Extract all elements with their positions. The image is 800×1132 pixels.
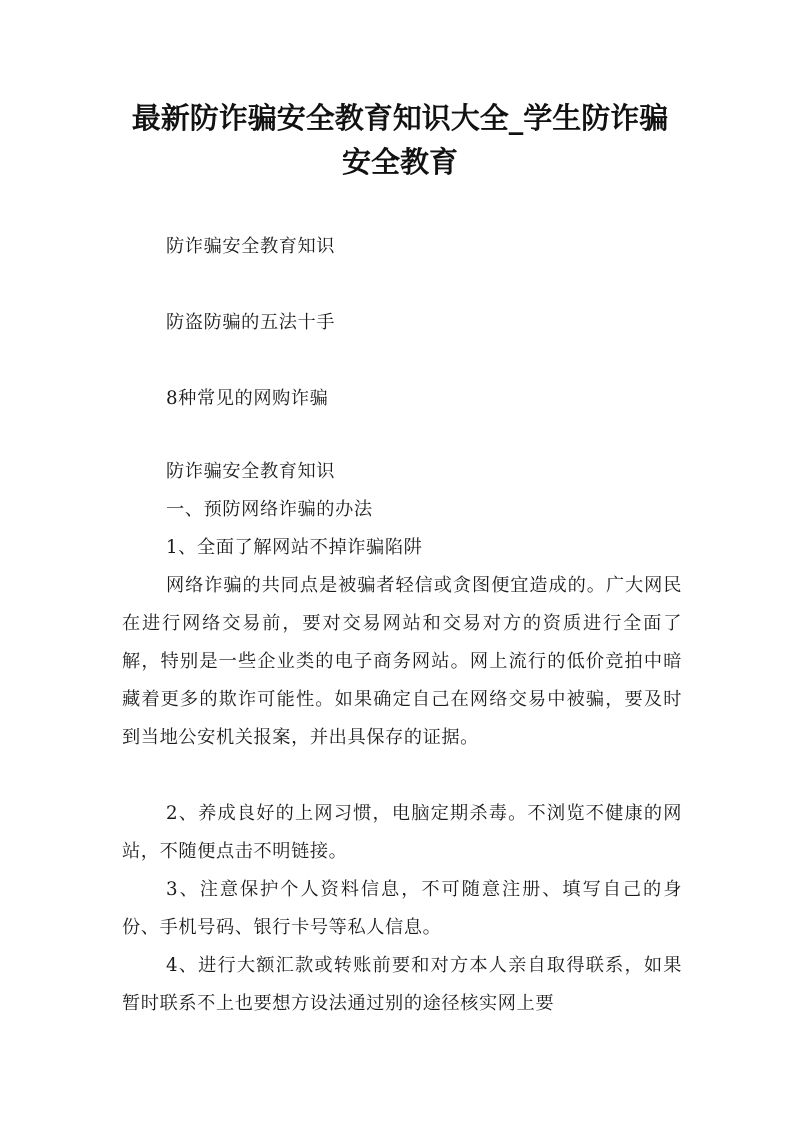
paragraph-1: 网络诈骗的共同点是被骗者轻信或贪图便宜造成的。广大网民在进行网络交易前，要对交易网站和交易对方的资质进行全面了解，特别是一些企业类的电子商务网站。网上流行的低价竞拍中暗藏着更多的欺诈可能性。如果确定自己在网络交易中被骗，要及时到当地公安机关报案，并出具保存的证据。 [122, 575, 682, 748]
title-line-1: 最新防诈骗安全教育知识大全_学生防诈骗 [131, 101, 669, 135]
paragraph-3: 3、注意保护个人资料信息，不可随意注册、填写自己的身份、手机号码、银行卡号等私人信息。 [122, 879, 682, 938]
paragraph-2: 2、养成良好的上网习惯，电脑定期杀毒。不浏览不健康的网站，不随便点击不明链接。 [122, 803, 682, 862]
section-heading: 防诈骗安全教育知识 [166, 461, 336, 482]
item-1-heading: 1、全面了解网站不掉诈骗陷阱 [166, 537, 423, 558]
toc-item-3: 8种常见的网购诈骗 [166, 388, 329, 409]
paragraph-4: 4、进行大额汇款或转账前要和对方本人亲自取得联系，如果暂时联系不上也要想方设法通过别的途径核实网上要 [122, 955, 682, 1014]
document-title [100, 96, 700, 184]
subheading: 一、预防网络诈骗的办法 [166, 499, 373, 520]
title-line-2: 安全教育 [341, 145, 458, 179]
toc-item-2: 防盗防骗的五法十手 [166, 312, 336, 333]
toc-item-1: 防诈骗安全教育知识 [166, 236, 336, 257]
